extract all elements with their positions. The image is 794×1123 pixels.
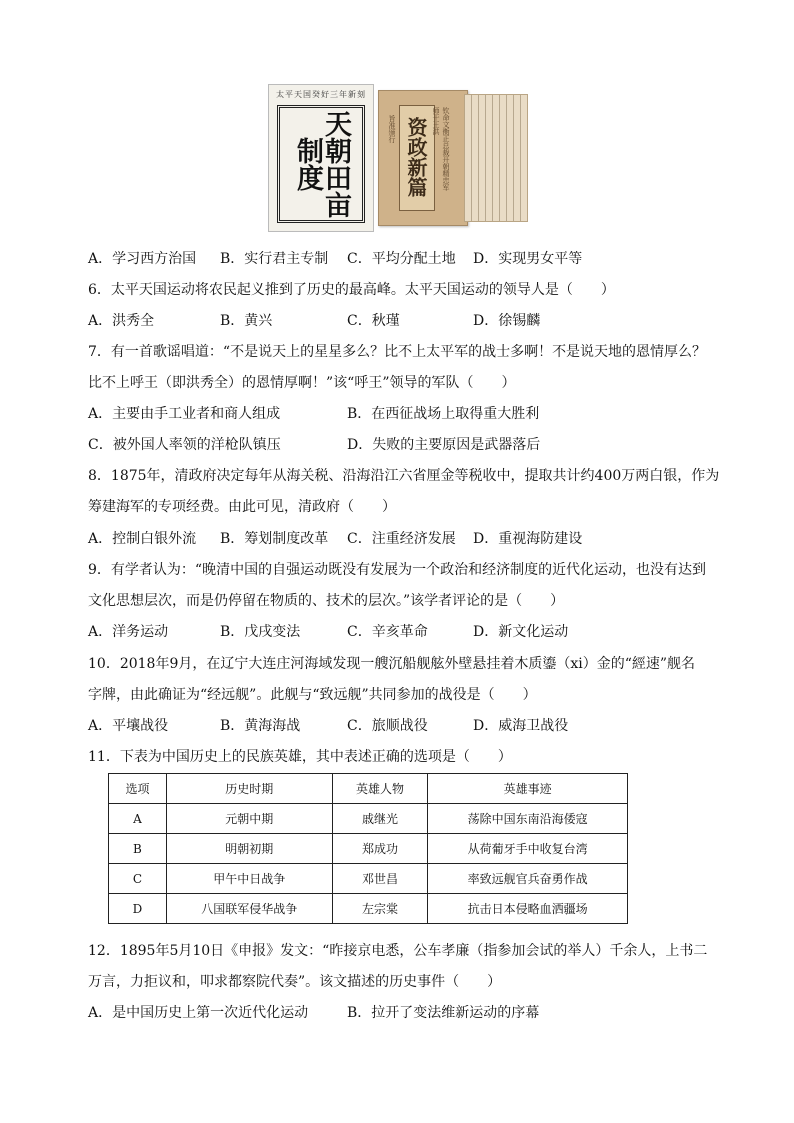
table-cell: A bbox=[109, 804, 167, 834]
q8-option-b: B．筹划制度改革 bbox=[220, 531, 329, 547]
q7-option-c: C．被外国人率领的洋枪队镇压 bbox=[88, 437, 281, 453]
q8-option-a: A．控制白银外流 bbox=[88, 531, 197, 547]
q6-option-b: B．黄兴 bbox=[220, 313, 273, 329]
table-cell: 戚继光 bbox=[332, 804, 428, 834]
q8-stem-line2: 筹建海军的专项经费。由此可见，清政府（ ） bbox=[88, 499, 396, 515]
q10-option-a: A．平壤战役 bbox=[88, 718, 169, 734]
table-cell: 邓世昌 bbox=[332, 864, 428, 894]
q12-stem-line2: 万言，力拒议和，叩求都察院代奏”。该文描述的历史事件（ ） bbox=[88, 974, 502, 990]
book2-title: 资政新篇 bbox=[404, 117, 428, 197]
q12-stem-line1: 12．1895年5月10日《申报》发文：“昨接京电悉，公车孝廉（指参加会试的举人）千余人，上书二 bbox=[88, 943, 708, 959]
q8-option-c: C．注重经济发展 bbox=[347, 531, 456, 547]
q9-option-d: D．新文化运动 bbox=[473, 624, 569, 640]
heroes-table bbox=[108, 773, 628, 924]
q9-option-b: B．戊戌变法 bbox=[220, 624, 301, 640]
book2-side-text: 钦命文衡正总裁开朝精忠军师干王洪 bbox=[432, 107, 450, 191]
table-cell: D bbox=[109, 894, 167, 924]
tianchao-book-image bbox=[268, 84, 374, 232]
q5-option-a: A．学习西方治国 bbox=[88, 251, 197, 267]
q6-stem: 6．太平天国运动将农民起义推到了历史的最高峰。太平天国运动的领导人是（ ） bbox=[88, 282, 615, 298]
q7-option-b: B．在西征战场上取得重大胜利 bbox=[347, 406, 540, 422]
table-cell: C bbox=[109, 864, 167, 894]
table-cell: 明朝初期 bbox=[166, 834, 332, 864]
q7-stem-line2: 比不上呼王（即洪秀全）的恩情厚啊！”该“呼王”领导的军队（ ） bbox=[88, 375, 516, 391]
book1-top-text: 太平天国癸好三年新刻 bbox=[276, 90, 366, 99]
table-header-cell: 英雄事迹 bbox=[428, 774, 628, 804]
table-header-cell: 历史时期 bbox=[166, 774, 332, 804]
table-header-cell: 英雄人物 bbox=[332, 774, 428, 804]
table-cell: 八国联军侵华战争 bbox=[166, 894, 332, 924]
table-cell: 左宗棠 bbox=[332, 894, 428, 924]
q6-option-c: C．秋瑾 bbox=[347, 313, 400, 329]
q9-stem-line1: 9．有学者认为：“晚清中国的自强运动既没有发展为一个政治和经济制度的近代化运动，也没有达到 bbox=[88, 562, 707, 578]
book2-side-text-left: 旨准颁行 bbox=[388, 115, 396, 143]
q7-stem-line1: 7．有一首歌谣唱道：“不是说天上的星星多么？比不上太平军的战士多啊！不是说天地的恩情厚么？ bbox=[88, 344, 707, 360]
table-header-row bbox=[109, 774, 628, 804]
q10-stem-line2: 字牌，由此确证为“经远舰”。此舰与“致远舰”共同参加的战役是（ ） bbox=[88, 687, 537, 703]
table-cell: 荡除中国东南沿海倭寇 bbox=[428, 804, 628, 834]
q9-stem-line2: 文化思想层次，而是仍停留在物质的、技术的层次。”该学者评论的是（ ） bbox=[88, 593, 565, 609]
q9-option-c: C．辛亥革命 bbox=[347, 624, 428, 640]
q5-option-c: C．平均分配土地 bbox=[347, 251, 456, 267]
q8-option-d: D．重视海防建设 bbox=[473, 531, 583, 547]
q7-option-a: A．主要由手工业者和商人组成 bbox=[88, 406, 281, 422]
q8-stem-line1: 8．1875年，清政府决定每年从海关税、沿海沿江六省厘金等税收中，提取共计约400万两白银，作为 bbox=[88, 468, 720, 484]
q10-option-c: C．旅顺战役 bbox=[347, 718, 428, 734]
table-row bbox=[109, 864, 628, 894]
table-row bbox=[109, 834, 628, 864]
table-cell: 率致远舰官兵奋勇作战 bbox=[428, 864, 628, 894]
q11-stem: 11．下表为中国历史上的民族英雄，其中表述正确的选项是（ ） bbox=[88, 749, 512, 765]
book-images bbox=[268, 84, 526, 230]
q5-option-d: D．实现男女平等 bbox=[473, 251, 583, 267]
q7-option-d: D．失败的主要原因是武器落后 bbox=[347, 437, 541, 453]
q10-option-b: B．黄海海战 bbox=[220, 718, 301, 734]
table-header-cell: 选项 bbox=[109, 774, 167, 804]
q6-option-d: D．徐锡麟 bbox=[473, 313, 541, 329]
table-cell: 抗击日本侵略血洒疆场 bbox=[428, 894, 628, 924]
open-book-page-image bbox=[464, 94, 528, 222]
q5-option-b: B．实行君主专制 bbox=[220, 251, 329, 267]
q10-option-d: D．威海卫战役 bbox=[473, 718, 569, 734]
q12-option-a: A．是中国历史上第一次近代化运动 bbox=[88, 1005, 309, 1021]
q10-stem-line1: 10．2018年9月，在辽宁大连庄河海域发现一艘沉船舰舷外壁悬挂着木质鎏（xi）金的“經速”舰名 bbox=[88, 656, 696, 672]
table-cell: 从荷葡牙手中收复台湾 bbox=[428, 834, 628, 864]
table-cell: 元朝中期 bbox=[166, 804, 332, 834]
table-cell: 郑成功 bbox=[332, 834, 428, 864]
q6-option-a: A．洪秀全 bbox=[88, 313, 155, 329]
table-row bbox=[109, 894, 628, 924]
q12-option-b: B．拉开了变法维新运动的序幕 bbox=[347, 1005, 540, 1021]
table-cell: B bbox=[109, 834, 167, 864]
table-cell: 甲午中日战争 bbox=[166, 864, 332, 894]
q9-option-a: A．洋务运动 bbox=[88, 624, 169, 640]
book1-title: 天朝田亩制度 bbox=[292, 110, 351, 218]
zizheng-book-image bbox=[378, 90, 468, 226]
table-row bbox=[109, 804, 628, 834]
